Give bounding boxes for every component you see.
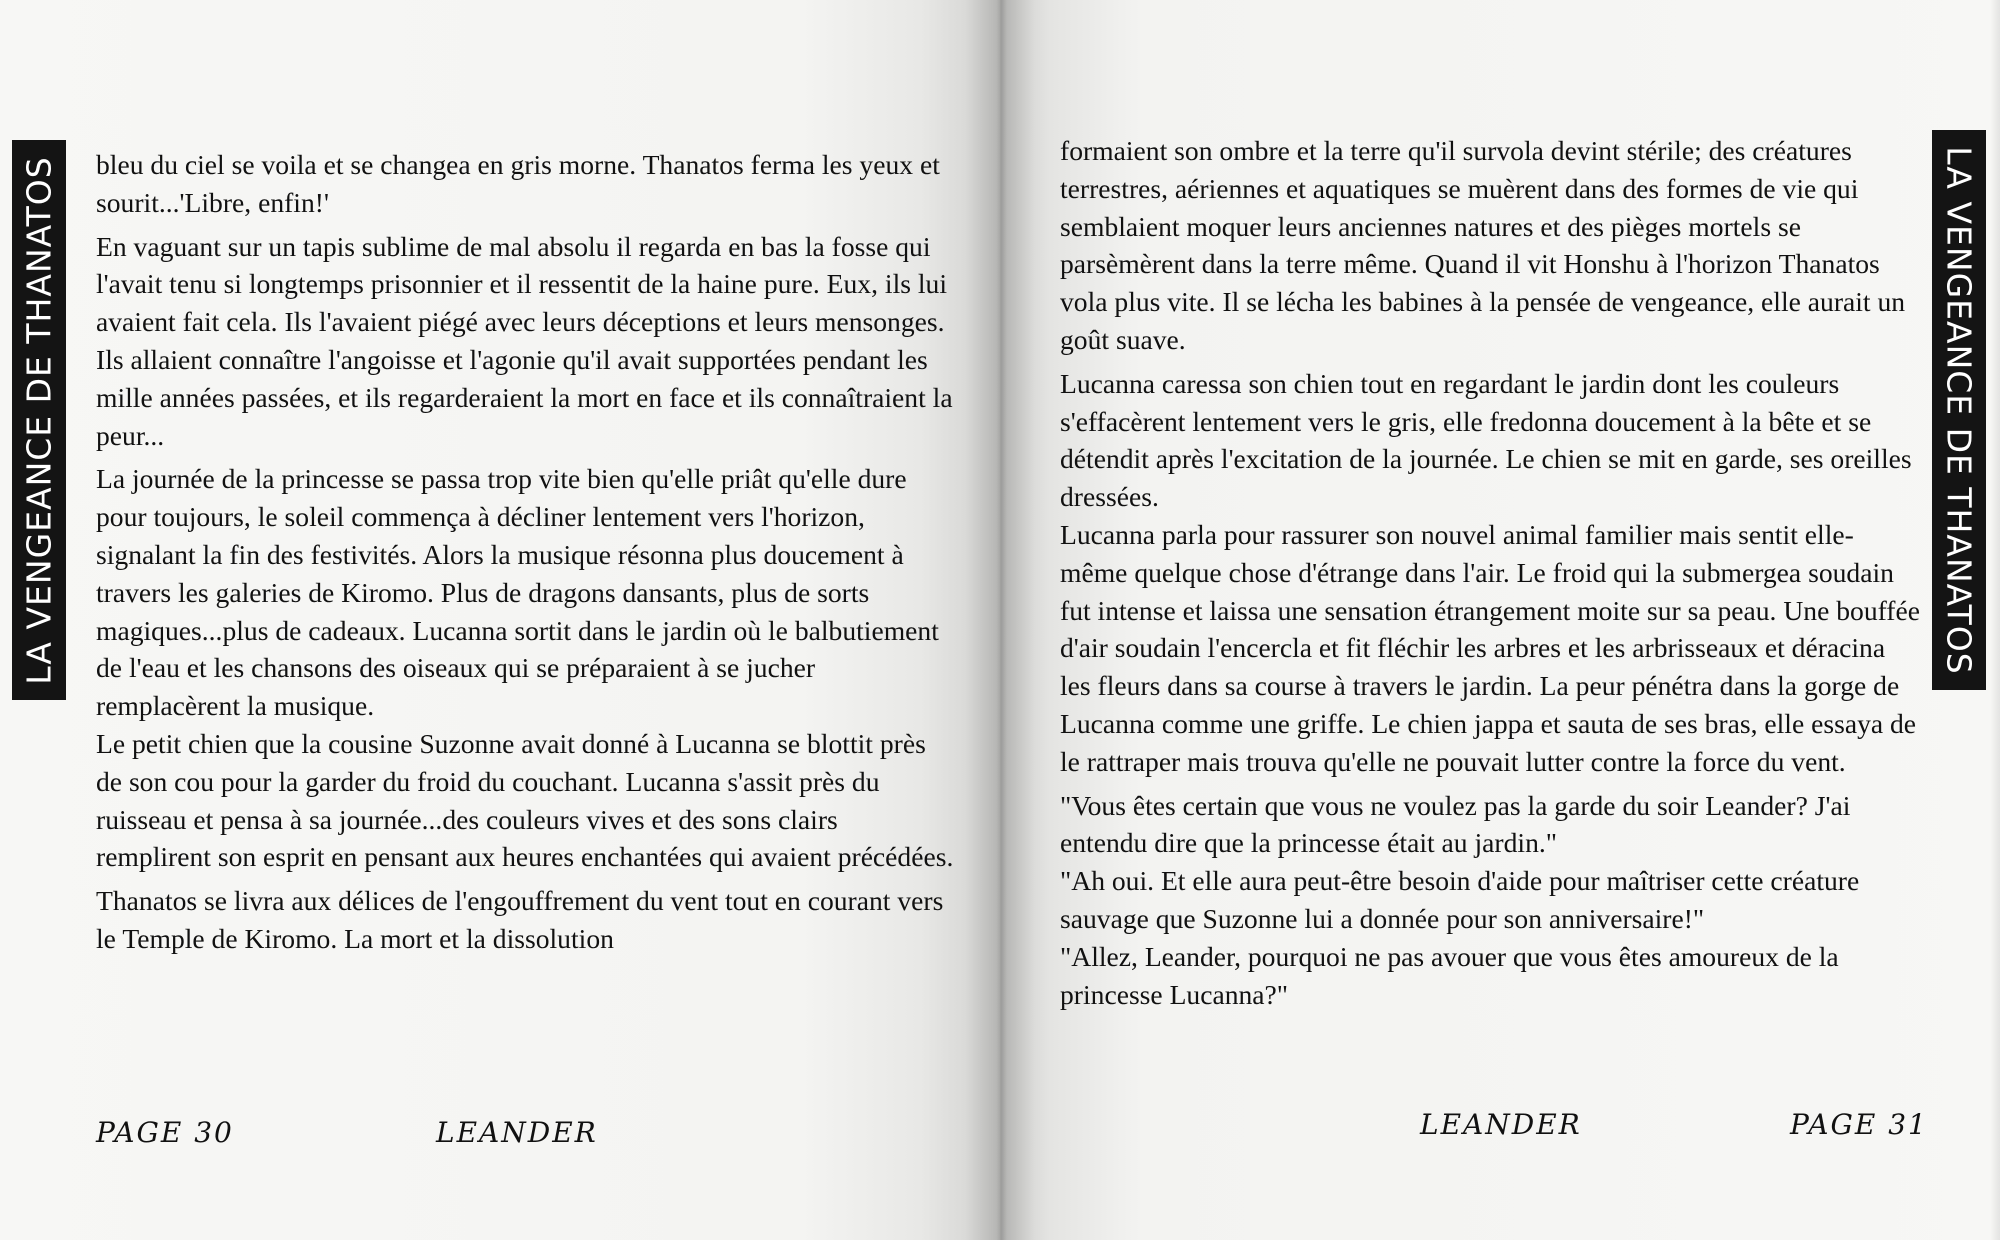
- left-page-text: [96, 146, 956, 958]
- paragraph: Thanatos se livra aux délices de l'engouffrement du vent tout en courant vers le Temple de Kiromo. La mort et la dissolution: [96, 885, 944, 954]
- section-tab-right: [1932, 130, 1986, 690]
- paragraph: La journée de la princesse se passa trop vite bien qu'elle priât qu'elle dure pour toujours, le soleil commença à décliner lentement vers l'horizon, signalant la fin des festivités. Alors la musique résonna plus doucement à travers les galeries de Kiromo. Plus de dragons dansants, plus de sorts magiques...plus de cadeaux. Lucanna sortit dans le jardin où le balbutiement de l'eau et les chansons des oiseaux qui se préparaient à se jucher remplacèrent la musique.: [96, 463, 939, 722]
- paragraph: formaient son ombre et la terre qu'il survola devint stérile; des créatures terrestres, aériennes et aquatiques se muèrent dans des formes de vie qui semblaient moquer leurs anciennes natures et des pièges mortels se parsèmèrent dans la terre même. Quand il vit Honshu à l'horizon Thanatos vola plus vite. Il se lécha les babines à la pensée de vengeance, elle aurait un goût suave.: [1060, 135, 1906, 355]
- author-footer-right: LEANDER: [1420, 1108, 1582, 1141]
- book-gutter: [965, 0, 1035, 1240]
- page-number-right: PAGE 31: [1790, 1108, 1928, 1141]
- section-title-left: LA VENGEANCE DE THANATOS: [19, 155, 59, 685]
- paragraph: Lucanna parla pour rassurer son nouvel animal familier mais sentit elle-même quelque chose d'étrange dans l'air. Le froid qui la submergea soudain fut intense et laissa une sensation étrangement moite sur sa peau. Une bouffée d'air soudain l'encercla et fit fléchir les arbres et les arbrisseaux et déracina les fleurs dans sa course à travers le jardin. La peur pénétra dans la gorge de Lucanna comme une griffe. Le chien jappa et sauta de ses bras, elle essaya de le rattraper mais trouva qu'elle ne pouvait lutter contre la force du vent.: [1060, 518, 1920, 777]
- paragraph: "Ah oui. Et elle aura peut-être besoin d'aide pour maîtriser cette créature sauvage que Suzonne lui a donnée pour son anniversaire!": [1060, 865, 1860, 934]
- page-number-left: PAGE 30: [96, 1116, 234, 1149]
- paragraph: Lucanna caressa son chien tout en regardant le jardin dont les couleurs s'effacèrent lentement vers le gris, elle fredonna doucement à la bête et se détendit après l'excitation de la journée. Le chien se mit en garde, ses oreilles dressées.: [1060, 367, 1912, 513]
- paragraph: En vaguant sur un tapis sublime de mal absolu il regarda en bas la fosse qui l'avait tenu si longtemps prisonnier et il ressentit de la haine pure. Eux, ils lui avaient fait cela. Ils l'avaient piégé avec leurs déceptions et leurs mensonges. Ils allaient connaître l'angoisse et l'agonie qu'il avait supportées pendant les mille années passées, et ils regarderaient la mort en face et ils connaîtraient la peur...: [96, 230, 953, 451]
- right-page: [1000, 0, 2000, 1240]
- author-footer-left: LEANDER: [436, 1116, 598, 1149]
- paragraph: Le petit chien que la cousine Suzonne avait donné à Lucanna se blottit près de son cou pour la garder du froid du couchant. Lucanna s'assit près du ruisseau et pensa à sa journée...des couleurs vives et des sons clairs remplirent son esprit en pensant aux heures enchantées qui avaient précédées.: [96, 727, 954, 873]
- paragraph: "Allez, Leander, pourquoi ne pas avouer que vous êtes amoureux de la princesse Lucanna?": [1060, 940, 1839, 1010]
- paragraph: bleu du ciel se voila et se changea en gris morne. Thanatos ferma les yeux et sourit...'Libre, enfin!': [96, 149, 940, 218]
- paragraph: "Vous êtes certain que vous ne voulez pas la garde du soir Leander? J'ai entendu dire que la princesse était au jardin.": [1060, 789, 1851, 859]
- page-edge-shadow: [1990, 0, 2000, 1240]
- right-page-text: [1060, 132, 1920, 1013]
- section-tab-left: [12, 140, 66, 700]
- section-title-right: LA VENGEANCE DE THANATOS: [1939, 145, 1979, 675]
